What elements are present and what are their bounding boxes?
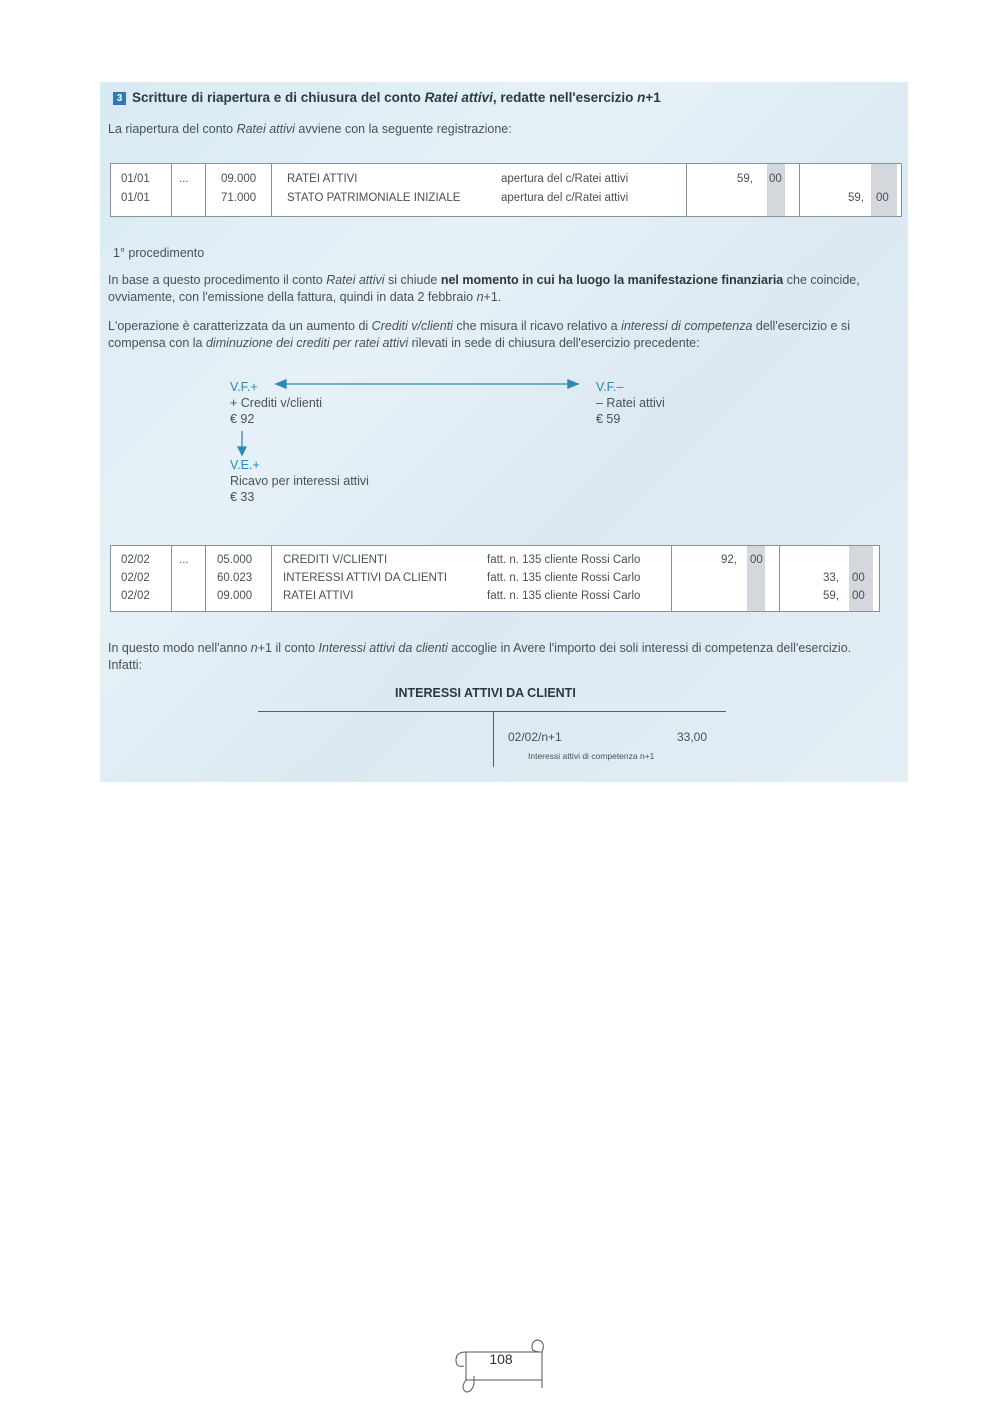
ledger-entry-amount: 33,00	[677, 730, 708, 744]
journal-row: 02/02 60.023 INTERESSI ATTIVI DA CLIENTI fatt. n. 135 cliente Rossi Carlo 33, 00	[121, 572, 865, 584]
journal-row: 02/02 09.000 RATEI ATTIVI fatt. n. 135 cliente Rossi Carlo 59, 00	[121, 590, 865, 602]
scheme-bottom-amount: € 33	[230, 490, 255, 504]
arrow-head-right-icon	[568, 380, 578, 388]
procedure-paragraph-1: In base a questo procedimento il conto Ratei attivi si chiude nel momento in cui ha luogo la manifestazione finanziaria che coincide, ovviamente, con l'emissione della fattura, quindi in data 2 febbraio n+1.	[108, 273, 860, 304]
arrow-head-left-icon	[276, 380, 286, 388]
journal-row: 01/01 71.000 STATO PATRIMONIALE INIZIALE apertura del c/Ratei attivi 59, 00	[121, 192, 889, 204]
page-number: 108	[489, 1351, 513, 1367]
scheme-right-label: V.F.–	[596, 380, 624, 394]
closing-paragraph: In questo modo nell'anno n+1 il conto Interessi attivi da clienti accoglie in Avere l'importo dei soli interessi di competenza dell'esercizio. Infatti:	[108, 641, 852, 672]
ledger-vertical-rule	[493, 711, 494, 767]
ledger-title: INTERESSI ATTIVI DA CLIENTI	[395, 686, 576, 700]
ledger-horizontal-rule	[258, 711, 726, 712]
scheme-right-item: – Ratei attivi	[596, 396, 665, 410]
procedure-heading: 1° procedimento	[113, 246, 205, 260]
journal-table-closing	[110, 545, 880, 612]
scheme-right-amount: € 59	[596, 412, 621, 426]
procedure-paragraph-2: L'operazione è caratterizzata da un aumento di Crediti v/clienti che misura il ricavo relativo a interessi di competenza dell'esercizio e si compensa con la diminuzione dei crediti per ratei attivi rilevati in sede di chiusura dell'esercizio precedente:	[108, 319, 850, 350]
section-heading: 3 Scritture di riapertura e di chiusura del conto Ratei attivi, redatte nell'esercizio n+1	[113, 90, 661, 105]
section-number-badge: 3	[113, 92, 126, 105]
scheme-left-item: + Crediti v/clienti	[230, 396, 323, 410]
ledger-entry-note: Interessi attivi di competenza n+1	[528, 751, 655, 761]
scheme-left-label: V.F.+	[230, 380, 258, 394]
intro-paragraph: La riapertura del conto Ratei attivi avviene con la seguente registrazione:	[108, 122, 512, 136]
ledger-entry-date: 02/02/n+1	[508, 730, 562, 744]
journal-row: 02/02 ... 05.000 CREDITI V/CLIENTI fatt. n. 135 cliente Rossi Carlo 92, 00	[121, 554, 763, 566]
scheme-bottom-item: Ricavo per interessi attivi	[230, 474, 369, 488]
scheme-left-amount: € 92	[230, 412, 255, 426]
arrow-head-down-icon	[238, 447, 246, 455]
journal-row: 01/01 ... 09.000 RATEI ATTIVI apertura del c/Ratei attivi 59, 00	[121, 173, 782, 185]
scheme-bottom-label: V.E.+	[230, 458, 260, 472]
